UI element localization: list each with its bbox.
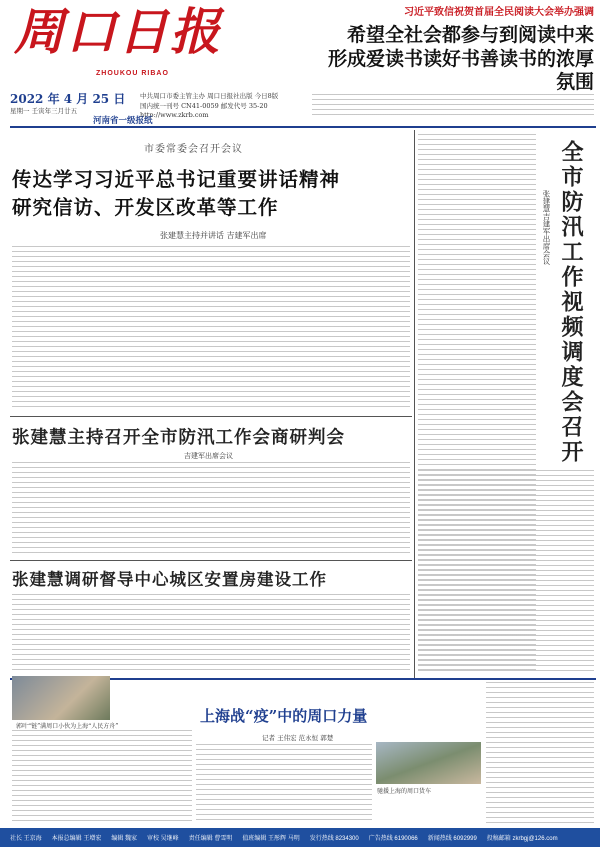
footer-item: 值班编辑 王彤辉 马明 bbox=[242, 836, 300, 842]
footer-item: 社长 王京海 bbox=[10, 836, 42, 842]
story4-body-col2 bbox=[196, 744, 372, 824]
lead-story-body bbox=[312, 94, 594, 118]
publication-codes: 国内统一刊号 CN41-0059 邮发代号 35-20 http://www.zkrb.com bbox=[140, 102, 268, 119]
story1-body bbox=[12, 246, 410, 411]
story1-title-line1: 传达学习习近平总书记重要讲话精神 bbox=[12, 168, 341, 191]
story4-photo-caption: 郭叶“链”满周口小伙为上海“人民方舟” bbox=[16, 723, 119, 730]
story4-photo bbox=[12, 676, 110, 720]
issue-weekday: 星期一 壬寅年三月廿五 bbox=[10, 107, 78, 115]
story4-byline: 记者 王伟宏 范永恒 郭楚 bbox=[262, 734, 334, 742]
footer-item: 审校 吴继峰 bbox=[147, 836, 179, 842]
footer-item: 责任编辑 曹雪明 bbox=[188, 836, 233, 842]
masthead-divider bbox=[10, 126, 596, 128]
lead-headline-line1: 希望全社会都参与到阅读中来 bbox=[346, 24, 594, 46]
story3-title: 张建慧调研督导中心城区安置房建设工作 bbox=[12, 570, 327, 589]
newspaper-rank-tag: 河南省一级报纸 bbox=[93, 115, 153, 125]
story1-kicker: 市委常委会召开会议 bbox=[144, 144, 243, 155]
story4-photo2 bbox=[376, 742, 481, 784]
footer-item: 本报总编辑 王增宏 bbox=[51, 836, 102, 842]
story4-body-col4 bbox=[486, 682, 594, 824]
story2-body bbox=[12, 462, 410, 556]
story3-body bbox=[12, 594, 410, 674]
footer-item: 投稿邮箱 zkrbgj@126.com bbox=[486, 836, 558, 842]
story4-title: 上海战“疫”中的周口力量 bbox=[200, 707, 368, 725]
newspaper-logo bbox=[14, 4, 228, 66]
logo-text: 周口日报 bbox=[14, 2, 222, 61]
divider bbox=[10, 416, 412, 417]
footer-item: 广告热线 6190066 bbox=[368, 836, 418, 842]
issue-date: 2022 年 4 月 25 日 bbox=[10, 92, 126, 106]
footer-item: 新闻热线 6092999 bbox=[427, 836, 477, 842]
lead-kicker: 习近平致信祝贺首届全民阅读大会举办强调 bbox=[404, 7, 594, 18]
story2-title: 张建慧主持召开全市防汛工作会商研判会 bbox=[12, 428, 345, 448]
column-divider bbox=[414, 130, 415, 678]
story1-title-line2: 研究信访、开发区改革等工作 bbox=[12, 196, 279, 219]
footer-item: 发行热线 8234300 bbox=[309, 836, 359, 842]
divider bbox=[10, 560, 412, 561]
story2-byline: 吉建军出席会议 bbox=[184, 452, 233, 460]
publisher-info: 中共周口市委主管主办 周口日报社出版 今日8版 bbox=[140, 92, 279, 100]
logo-pinyin: ZHOUKOU RIBAO bbox=[96, 70, 169, 77]
lead-headline-line2: 形成爱读书读好书善读书的浓厚氛围 bbox=[327, 48, 594, 93]
story4-photo2-caption: 驰援上海的周口货车 bbox=[377, 788, 432, 795]
side-story-body-lower bbox=[418, 470, 594, 674]
story1-byline: 张建慧主持并讲话 吉建军出席 bbox=[160, 231, 267, 240]
footer-bar bbox=[0, 828, 600, 847]
story4-body-col1 bbox=[12, 730, 192, 824]
footer-item: 编辑 魏家 bbox=[111, 836, 138, 842]
side-story-byline: 张建慧吉建军出席会议 bbox=[542, 190, 551, 265]
side-story-title: 全市防汛工作视频调度会召开 bbox=[558, 140, 584, 465]
